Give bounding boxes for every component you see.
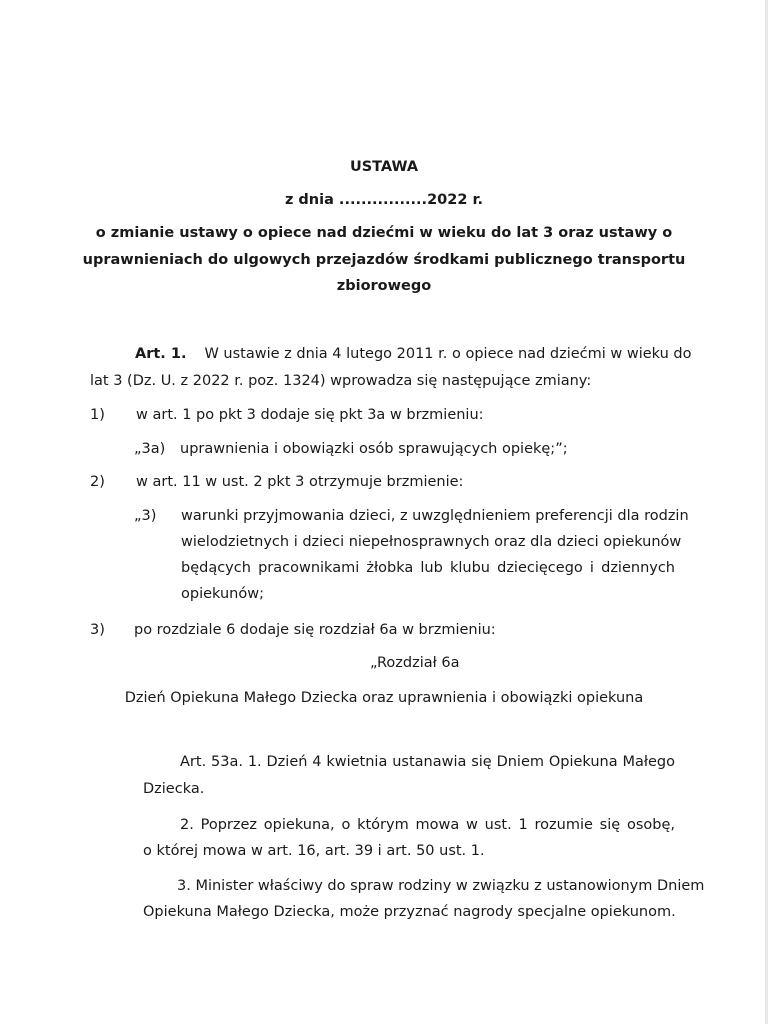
document-subject-line-3: zbiorowego — [336, 278, 432, 294]
art53a-par1-line-2: Dziecka. — [143, 781, 205, 797]
art53a-par3-line-2: Opiekuna Małego Dziecka, może przyznać nagrody specjalne opiekunom. — [143, 904, 676, 920]
art1-intro-line-1 — [135, 344, 692, 364]
document-subject-line-1: o zmianie ustawy o opiece nad dziećmi w wieku do lat 3 oraz ustawy o — [95, 225, 673, 241]
item-2-quote-line-1: warunki przyjmowania dzieci, z uwzględnieniem preferencji dla rodzin — [181, 508, 689, 524]
art53a-par2-line-1: 2. Poprzez opiekuna, o którym mowa w ust. 1 rozumie się osobę, — [180, 817, 675, 833]
item-3-text: po rozdziale 6 dodaje się rozdział 6a w brzmieniu: — [134, 622, 496, 638]
art53a-par3-line-1: 3. Minister właściwy do spraw rodziny w związku z ustanowionym Dniem — [177, 878, 705, 894]
item-2-text: w art. 11 w ust. 2 pkt 3 otrzymuje brzmienie: — [136, 474, 464, 490]
document-date: z dnia ................2022 r. — [284, 192, 484, 208]
item-2-quote-number: „3) — [134, 508, 157, 524]
art1-label: Art. 1. — [135, 346, 187, 362]
document-title: USTAWA — [349, 159, 419, 175]
item-2-quote-line-4: opiekunów; — [181, 586, 264, 602]
chapter-title: Dzień Opiekuna Małego Dziecka oraz uprawnienia i obowiązki opiekuna — [124, 690, 644, 706]
chapter-heading: „Rozdział 6a — [370, 655, 460, 671]
item-1-text: w art. 1 po pkt 3 dodaje się pkt 3a w brzmieniu: — [136, 407, 484, 423]
item-2-quote-line-3: będących pracownikami żłobka lub klubu dziecięcego i dziennych — [181, 560, 675, 576]
art53a-par1-line-1: Art. 53a. 1. Dzień 4 kwietnia ustanawia się Dniem Opiekuna Małego — [180, 754, 675, 770]
document-subject-line-2: uprawnieniach do ulgowych przejazdów środkami publicznego transportu — [82, 252, 686, 268]
art53a-par2-line-2: o której mowa w art. 16, art. 39 i art. 50 ust. 1. — [143, 843, 485, 859]
art1-intro-line-2: lat 3 (Dz. U. z 2022 r. poz. 1324) wprowadza się następujące zmiany: — [90, 373, 592, 389]
item-1-number: 1) — [90, 407, 105, 423]
item-1-quote-number: „3a) — [134, 441, 166, 457]
item-2-quote-line-2: wielodzietnych i dzieci niepełnosprawnych oraz dla dzieci opiekunów — [181, 534, 682, 550]
art1-intro-text: W ustawie z dnia 4 lutego 2011 r. o opiece nad dziećmi w wieku do — [204, 346, 692, 362]
item-3-number: 3) — [90, 622, 105, 638]
item-2-number: 2) — [90, 474, 105, 490]
item-1-quote-text: uprawnienia i obowiązki osób sprawujących opiekę;”; — [180, 441, 568, 457]
